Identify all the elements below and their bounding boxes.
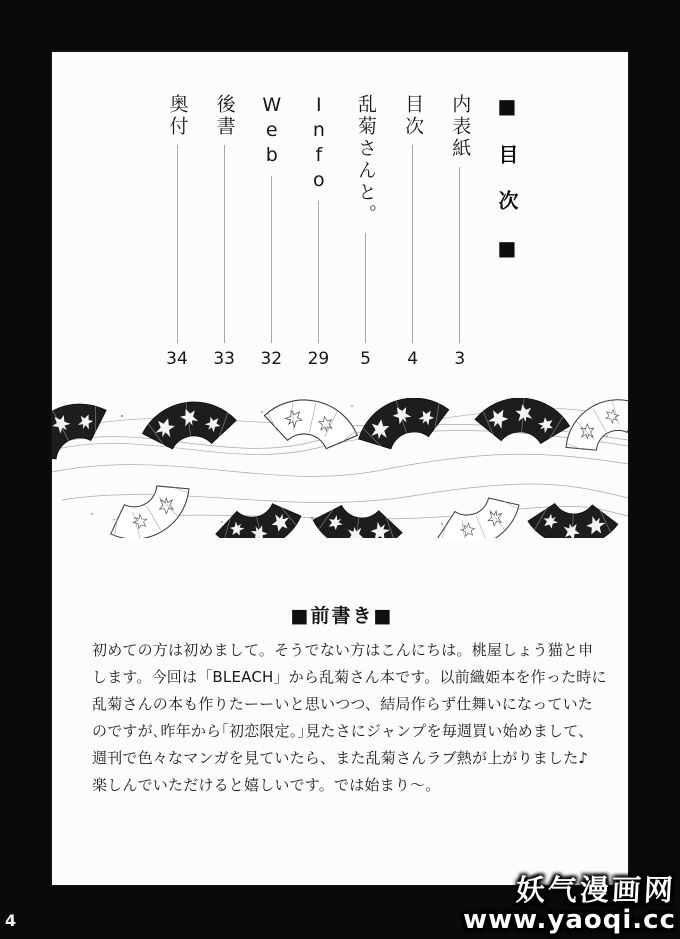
watermark-site-url: www.yaoqi.cc	[463, 905, 676, 935]
toc-leader-line	[224, 145, 225, 343]
watermark-site-name: 妖气漫画网	[515, 873, 677, 907]
manga-page	[52, 52, 628, 885]
toc-item-label: 乱菊さんと。	[355, 94, 377, 226]
foreword-line: します。今回は「BLEACH」から乱菊さん本です。以前織姫本を作った時に	[92, 668, 607, 686]
foreword-line: 週刊で色々なマンガを見ていたら、また乱菊さんラブ熱が上がりました♪	[92, 749, 589, 767]
toc-item-page-number: 5	[360, 349, 371, 369]
toc-leader-line	[318, 201, 319, 343]
foreword-line: のですが､昨年から｢初恋限定｡｣見たさにジャンプを毎週買い始めまして、	[92, 722, 594, 740]
toc-item-label: 目次	[402, 94, 425, 138]
toc-item	[164, 94, 190, 368]
foreword-body	[92, 637, 607, 799]
toc-item-page-number: 32	[260, 349, 283, 369]
toc-item-page-number: 4	[407, 349, 419, 369]
foreword-line: 楽しんでいただけると嬉しいです。では始まり～。	[92, 776, 441, 794]
toc-item	[353, 94, 379, 368]
toc-item-label: 奥付	[166, 94, 189, 138]
toc-leader-line	[412, 145, 413, 343]
toc-item-label: Info	[307, 94, 330, 194]
toc-header-title: ■目次■	[494, 94, 519, 286]
toc-item-page-number: 33	[213, 349, 235, 369]
foreword-title: ■前書き■	[290, 605, 394, 627]
toc-item-page-number: 3	[454, 349, 466, 369]
decorative-fan-band	[52, 398, 628, 538]
toc-item	[305, 94, 331, 368]
foreword-line: 乱菊さんの本も作りたーーいと思いつつ、結局作らず仕舞いになっていた	[92, 695, 594, 713]
toc-item	[258, 94, 284, 368]
toc-item	[211, 94, 237, 368]
toc-item-label: Web	[260, 94, 283, 169]
toc-item-page-number: 29	[307, 349, 330, 369]
toc-leader-line	[271, 176, 272, 343]
toc-leader-line	[177, 145, 178, 343]
foreword-line: 初めての方は初めまして。そうでない方はこんにちは。桃屋しょう猫と申	[92, 641, 594, 659]
toc-leader-line	[365, 233, 366, 343]
table-of-contents	[164, 94, 520, 368]
toc-header	[494, 94, 520, 368]
foreword-section	[92, 601, 607, 799]
toc-item-page-number: 34	[166, 349, 188, 369]
toc-item	[400, 94, 426, 368]
page-number: 4	[5, 911, 17, 930]
toc-item	[447, 94, 473, 368]
toc-item-label: 内表紙	[449, 94, 472, 160]
watermark	[463, 873, 677, 935]
toc-leader-line	[459, 167, 460, 343]
toc-item-label: 後書	[213, 94, 236, 138]
